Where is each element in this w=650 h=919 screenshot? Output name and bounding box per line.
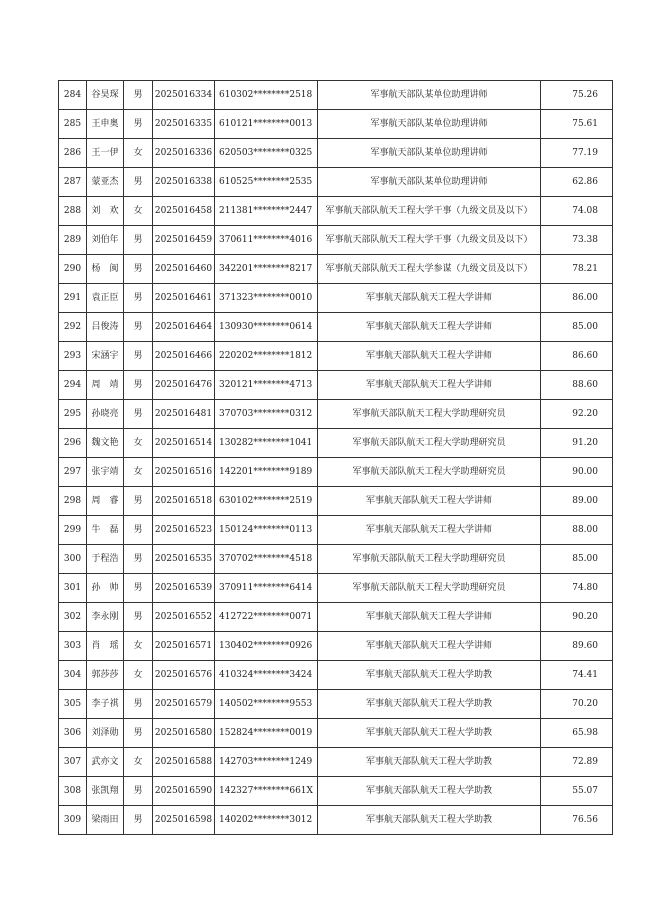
candidate-score: 74.08 (541, 197, 613, 226)
row-number: 309 (59, 806, 87, 835)
candidate-score: 75.26 (541, 81, 613, 110)
row-number: 300 (59, 545, 87, 574)
candidate-score: 88.00 (541, 516, 613, 545)
table-row (59, 400, 613, 429)
candidate-gender: 男 (124, 81, 153, 110)
table-row (59, 255, 613, 284)
applied-position: 军事航天部队航天工程大学助教 (318, 748, 541, 777)
candidate-gender: 男 (124, 284, 153, 313)
candidate-gender: 男 (124, 516, 153, 545)
candidate-gender: 男 (124, 487, 153, 516)
table-row (59, 603, 613, 632)
exam-number: 2025016590 (153, 777, 215, 806)
masked-id-number: 220202********1812 (215, 342, 318, 371)
masked-id-number: 610121********0013 (215, 110, 318, 139)
exam-number: 2025016464 (153, 313, 215, 342)
applied-position: 军事航天部队航天工程大学讲师 (318, 516, 541, 545)
candidate-name: 梁雨田 (87, 806, 124, 835)
table-row (59, 168, 613, 197)
candidate-score: 75.61 (541, 110, 613, 139)
masked-id-number: 140502********9553 (215, 690, 318, 719)
masked-id-number: 150124********0113 (215, 516, 318, 545)
candidate-gender: 男 (124, 574, 153, 603)
candidate-score: 72.89 (541, 748, 613, 777)
candidate-gender: 男 (124, 400, 153, 429)
candidate-name: 李子祺 (87, 690, 124, 719)
candidate-gender: 男 (124, 110, 153, 139)
masked-id-number: 410324********3424 (215, 661, 318, 690)
table-row (59, 574, 613, 603)
candidate-name: 张凯翔 (87, 777, 124, 806)
applied-position: 军事航天部队某单位助理讲师 (318, 81, 541, 110)
candidate-name: 吕俊涛 (87, 313, 124, 342)
candidate-name: 王一伊 (87, 139, 124, 168)
applied-position: 军事航天部队某单位助理讲师 (318, 110, 541, 139)
exam-number: 2025016334 (153, 81, 215, 110)
exam-number: 2025016460 (153, 255, 215, 284)
table-row (59, 777, 613, 806)
exam-number: 2025016458 (153, 197, 215, 226)
candidate-gender: 男 (124, 545, 153, 574)
candidate-gender: 男 (124, 690, 153, 719)
applied-position: 军事航天部队航天工程大学讲师 (318, 342, 541, 371)
exam-number: 2025016514 (153, 429, 215, 458)
exam-number: 2025016466 (153, 342, 215, 371)
candidate-score: 85.00 (541, 545, 613, 574)
candidate-score: 73.38 (541, 226, 613, 255)
table-row (59, 110, 613, 139)
table-row (59, 226, 613, 255)
applied-position: 军事航天部队航天工程大学助教 (318, 690, 541, 719)
candidate-score: 92.20 (541, 400, 613, 429)
masked-id-number: 152824********0019 (215, 719, 318, 748)
candidate-score: 89.60 (541, 632, 613, 661)
applied-position: 军事航天部队航天工程大学讲师 (318, 487, 541, 516)
table-row (59, 313, 613, 342)
applied-position: 军事航天部队航天工程大学助理研究员 (318, 400, 541, 429)
applied-position: 军事航天部队航天工程大学助教 (318, 806, 541, 835)
candidate-name: 杨 闽 (87, 255, 124, 284)
applied-position: 军事航天部队航天工程大学助教 (318, 661, 541, 690)
applied-position: 军事航天部队航天工程大学讲师 (318, 284, 541, 313)
applied-position: 军事航天部队航天工程大学助理研究员 (318, 429, 541, 458)
masked-id-number: 370911********6414 (215, 574, 318, 603)
candidate-gender: 女 (124, 139, 153, 168)
applied-position: 军事航天部队航天工程大学助理研究员 (318, 458, 541, 487)
table-row (59, 139, 613, 168)
applied-position: 军事航天部队航天工程大学助理研究员 (318, 545, 541, 574)
exam-number: 2025016516 (153, 458, 215, 487)
row-number: 305 (59, 690, 87, 719)
candidate-name: 刘 欢 (87, 197, 124, 226)
masked-id-number: 370703********0312 (215, 400, 318, 429)
row-number: 293 (59, 342, 87, 371)
candidate-score: 86.00 (541, 284, 613, 313)
candidate-name: 袁正臣 (87, 284, 124, 313)
table-row (59, 806, 613, 835)
row-number: 308 (59, 777, 87, 806)
candidate-gender: 女 (124, 197, 153, 226)
candidate-name: 周 靖 (87, 371, 124, 400)
candidate-name: 于程浩 (87, 545, 124, 574)
candidate-name: 张宇靖 (87, 458, 124, 487)
masked-id-number: 130930********0614 (215, 313, 318, 342)
candidate-gender: 男 (124, 603, 153, 632)
row-number: 291 (59, 284, 87, 313)
exam-number: 2025016580 (153, 719, 215, 748)
candidate-gender: 男 (124, 806, 153, 835)
table-row (59, 516, 613, 545)
row-number: 287 (59, 168, 87, 197)
applied-position: 军事航天部队航天工程大学助教 (318, 719, 541, 748)
candidate-name: 肖 瑶 (87, 632, 124, 661)
exam-number: 2025016579 (153, 690, 215, 719)
table-row (59, 748, 613, 777)
row-number: 306 (59, 719, 87, 748)
candidate-name: 谷昊琛 (87, 81, 124, 110)
table-row (59, 284, 613, 313)
exam-number: 2025016476 (153, 371, 215, 400)
table-row (59, 81, 613, 110)
exam-number: 2025016335 (153, 110, 215, 139)
masked-id-number: 320121********4713 (215, 371, 318, 400)
candidate-table (58, 80, 613, 835)
masked-id-number: 142327********661X (215, 777, 318, 806)
masked-id-number: 412722********0071 (215, 603, 318, 632)
candidate-score: 70.20 (541, 690, 613, 719)
candidate-name: 魏文艳 (87, 429, 124, 458)
applied-position: 军事航天部队航天工程大学干事（九级文员及以下） (318, 226, 541, 255)
candidate-score: 76.56 (541, 806, 613, 835)
row-number: 296 (59, 429, 87, 458)
candidate-gender: 男 (124, 371, 153, 400)
row-number: 295 (59, 400, 87, 429)
candidate-score: 85.00 (541, 313, 613, 342)
candidate-gender: 男 (124, 719, 153, 748)
candidate-name: 孙晓亮 (87, 400, 124, 429)
row-number: 288 (59, 197, 87, 226)
candidate-name: 王申奥 (87, 110, 124, 139)
table-row (59, 545, 613, 574)
table-row (59, 719, 613, 748)
masked-id-number: 142703********1249 (215, 748, 318, 777)
exam-number: 2025016588 (153, 748, 215, 777)
applied-position: 军事航天部队航天工程大学讲师 (318, 371, 541, 400)
table-row (59, 429, 613, 458)
exam-number: 2025016336 (153, 139, 215, 168)
candidate-score: 90.00 (541, 458, 613, 487)
exam-number: 2025016518 (153, 487, 215, 516)
masked-id-number: 342201********8217 (215, 255, 318, 284)
row-number: 301 (59, 574, 87, 603)
masked-id-number: 610525********2535 (215, 168, 318, 197)
candidate-gender: 女 (124, 458, 153, 487)
candidate-score: 74.80 (541, 574, 613, 603)
candidate-score: 77.19 (541, 139, 613, 168)
row-number: 284 (59, 81, 87, 110)
row-number: 294 (59, 371, 87, 400)
applied-position: 军事航天部队航天工程大学干事（九级文员及以下） (318, 197, 541, 226)
row-number: 307 (59, 748, 87, 777)
table-row (59, 690, 613, 719)
masked-id-number: 620503********0325 (215, 139, 318, 168)
candidate-name: 武亦文 (87, 748, 124, 777)
candidate-name: 郭莎莎 (87, 661, 124, 690)
applied-position: 军事航天部队某单位助理讲师 (318, 168, 541, 197)
candidate-score: 62.86 (541, 168, 613, 197)
masked-id-number: 610302********2518 (215, 81, 318, 110)
row-number: 286 (59, 139, 87, 168)
applied-position: 军事航天部队航天工程大学讲师 (318, 313, 541, 342)
masked-id-number: 130402********0926 (215, 632, 318, 661)
candidate-name: 周 睿 (87, 487, 124, 516)
candidate-gender: 男 (124, 226, 153, 255)
exam-number: 2025016481 (153, 400, 215, 429)
exam-number: 2025016523 (153, 516, 215, 545)
table-row (59, 371, 613, 400)
table-row (59, 458, 613, 487)
candidate-gender: 女 (124, 661, 153, 690)
row-number: 304 (59, 661, 87, 690)
table-row (59, 661, 613, 690)
candidate-score: 55.07 (541, 777, 613, 806)
row-number: 289 (59, 226, 87, 255)
masked-id-number: 211381********2447 (215, 197, 318, 226)
candidate-score: 88.60 (541, 371, 613, 400)
candidate-score: 65.98 (541, 719, 613, 748)
row-number: 285 (59, 110, 87, 139)
row-number: 302 (59, 603, 87, 632)
applied-position: 军事航天部队航天工程大学参谋（九级文员及以下） (318, 255, 541, 284)
candidate-score: 89.00 (541, 487, 613, 516)
row-number: 298 (59, 487, 87, 516)
masked-id-number: 130282********1041 (215, 429, 318, 458)
table-row (59, 632, 613, 661)
candidate-name: 蒙亚杰 (87, 168, 124, 197)
candidate-score: 86.60 (541, 342, 613, 371)
exam-number: 2025016539 (153, 574, 215, 603)
candidate-score: 74.41 (541, 661, 613, 690)
table-row (59, 342, 613, 371)
candidate-gender: 男 (124, 255, 153, 284)
candidate-name: 刘伯年 (87, 226, 124, 255)
candidate-gender: 女 (124, 632, 153, 661)
exam-number: 2025016461 (153, 284, 215, 313)
candidate-name: 宋涵宇 (87, 342, 124, 371)
exam-number: 2025016576 (153, 661, 215, 690)
exam-number: 2025016338 (153, 168, 215, 197)
candidate-gender: 男 (124, 313, 153, 342)
row-number: 297 (59, 458, 87, 487)
applied-position: 军事航天部队航天工程大学讲师 (318, 632, 541, 661)
candidate-score: 90.20 (541, 603, 613, 632)
row-number: 299 (59, 516, 87, 545)
candidate-table-body (59, 81, 613, 835)
applied-position: 军事航天部队某单位助理讲师 (318, 139, 541, 168)
candidate-gender: 女 (124, 748, 153, 777)
table-row (59, 197, 613, 226)
applied-position: 军事航天部队航天工程大学助理研究员 (318, 574, 541, 603)
masked-id-number: 370611********4016 (215, 226, 318, 255)
row-number: 292 (59, 313, 87, 342)
candidate-gender: 女 (124, 429, 153, 458)
exam-number: 2025016459 (153, 226, 215, 255)
row-number: 303 (59, 632, 87, 661)
candidate-score: 78.21 (541, 255, 613, 284)
masked-id-number: 630102********2519 (215, 487, 318, 516)
applied-position: 军事航天部队航天工程大学助教 (318, 777, 541, 806)
exam-number: 2025016552 (153, 603, 215, 632)
candidate-name: 刘泽勋 (87, 719, 124, 748)
applied-position: 军事航天部队航天工程大学讲师 (318, 603, 541, 632)
candidate-score: 91.20 (541, 429, 613, 458)
candidate-gender: 男 (124, 342, 153, 371)
candidate-name: 牛 磊 (87, 516, 124, 545)
exam-number: 2025016571 (153, 632, 215, 661)
masked-id-number: 370702********4518 (215, 545, 318, 574)
candidate-name: 孙 帅 (87, 574, 124, 603)
candidate-gender: 男 (124, 168, 153, 197)
table-row (59, 487, 613, 516)
exam-number: 2025016535 (153, 545, 215, 574)
exam-number: 2025016598 (153, 806, 215, 835)
masked-id-number: 140202********3012 (215, 806, 318, 835)
masked-id-number: 371323********0010 (215, 284, 318, 313)
candidate-name: 李永刚 (87, 603, 124, 632)
row-number: 290 (59, 255, 87, 284)
candidate-gender: 男 (124, 777, 153, 806)
masked-id-number: 142201********9189 (215, 458, 318, 487)
